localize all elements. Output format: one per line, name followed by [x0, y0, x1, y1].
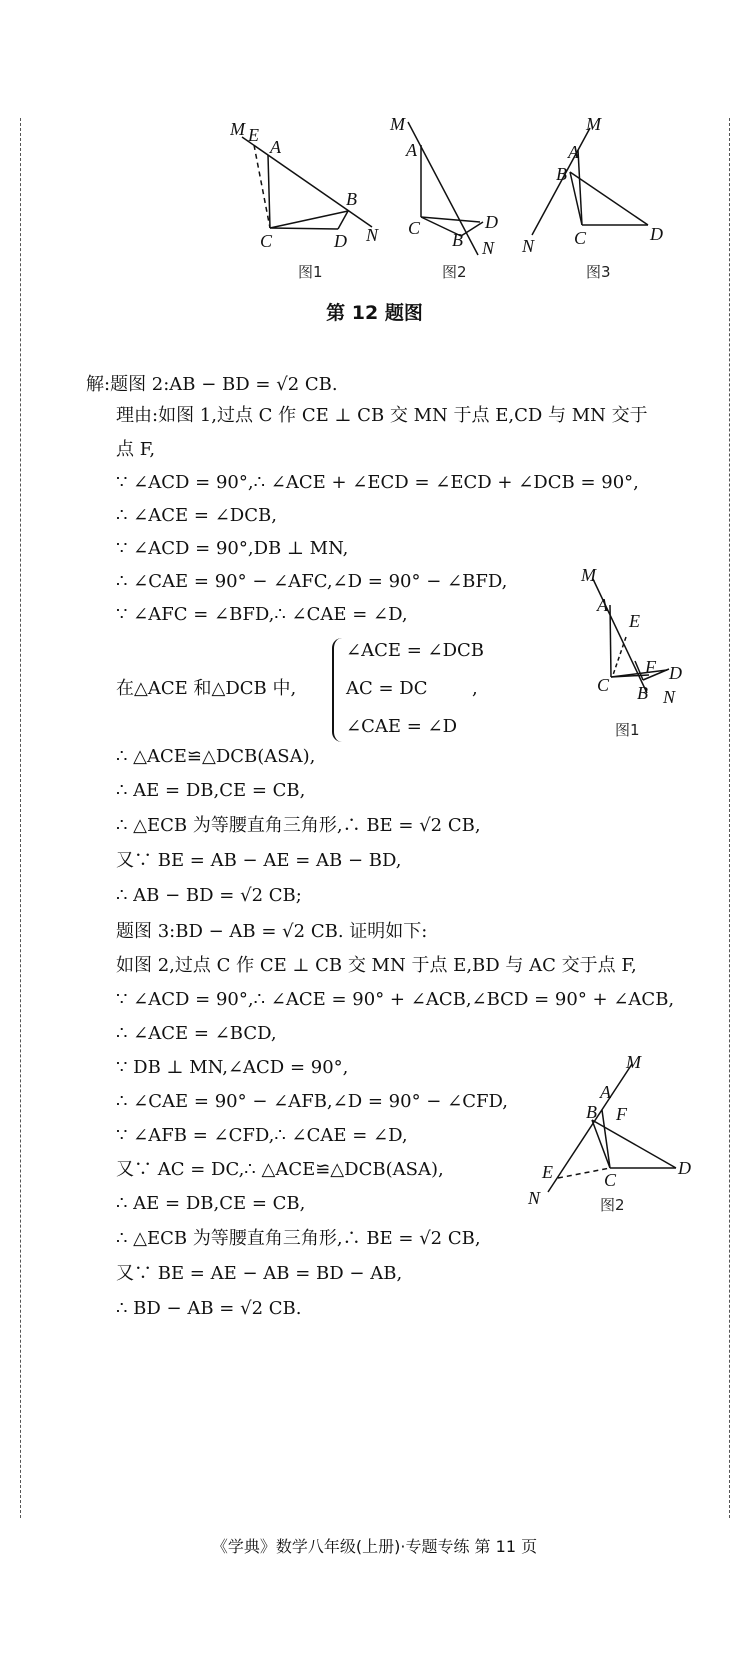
fig1-caption: 图1 — [298, 263, 323, 281]
fig2-label-N: N — [482, 238, 495, 258]
solution-line-8: ∵ ∠AFC = ∠BFD,∴ ∠CAE = ∠D, — [116, 604, 408, 625]
fig1-label-A: A — [270, 137, 281, 157]
top-figure-3 — [520, 110, 670, 290]
solution-line-10: ∴ △ACE≌△DCB(ASA), — [116, 746, 316, 767]
fig3-label-B: B — [556, 164, 567, 184]
solution-line-2: 理由:如图 1,过点 C 作 CE ⊥ CB 交 MN 于点 E,CD 与 MN 交于 — [116, 405, 648, 426]
equation-system — [332, 638, 532, 742]
side-fig1-label-A: A — [597, 595, 608, 615]
fig1-label-B: B — [346, 189, 357, 209]
solution-line-18: ∴ ∠ACE = ∠BCD, — [116, 1023, 277, 1044]
solution-line-7: ∴ ∠CAE = 90° − ∠AFC,∠D = 90° − ∠BFD, — [116, 571, 508, 592]
fig1-label-D: D — [334, 231, 347, 251]
side-fig1-label-E: E — [629, 611, 640, 631]
right-dashed-margin — [729, 118, 730, 1518]
solution-line-5: ∴ ∠ACE = ∠DCB, — [116, 505, 277, 526]
solution-line-12: ∴ △ECB 为等腰直角三角形,∴ BE = √2 CB, — [116, 815, 481, 836]
solution-line-4: ∵ ∠ACD = 90°,∴ ∠ACE + ∠ECD = ∠ECD + ∠DCB = 90°, — [116, 472, 639, 493]
side-fig2-label-D: D — [678, 1158, 691, 1178]
solution-line-20: ∴ ∠CAE = 90° − ∠AFB,∠D = 90° − ∠CFD, — [116, 1091, 508, 1112]
fig1-label-C: C — [260, 231, 273, 251]
system-row-3: ∠CAE = ∠D — [346, 716, 458, 737]
side-figure-1 — [575, 565, 715, 745]
side-fig1-caption: 图1 — [615, 721, 640, 739]
side-fig2-label-E: E — [542, 1162, 553, 1182]
fig2-caption: 图2 — [442, 263, 467, 281]
side-fig1-label-B: B — [637, 683, 648, 703]
solution-line-14: ∴ AB − BD = √2 CB; — [116, 885, 302, 906]
solution-line-9-suffix: , — [472, 678, 478, 699]
fig2-label-A: A — [406, 140, 417, 160]
system-brace — [332, 638, 342, 742]
side-fig2-label-C: C — [604, 1170, 617, 1190]
side-fig2-label-N: N — [528, 1188, 541, 1208]
fig2-label-M: M — [390, 114, 405, 134]
top-figure-2 — [388, 110, 513, 290]
fig2-label-B: B — [452, 230, 463, 250]
top-figure-1 — [230, 115, 390, 290]
side-figure-2 — [520, 1050, 695, 1220]
solution-line-26: ∴ BD − AB = √2 CB. — [116, 1298, 302, 1319]
side-fig2-caption: 图2 — [600, 1196, 625, 1214]
fig2-label-C: C — [408, 218, 421, 238]
solution-line-23: ∴ AE = DB,CE = CB, — [116, 1193, 306, 1214]
fig3-label-D: D — [650, 224, 663, 244]
fig1-label-M: M — [230, 119, 245, 139]
side-fig1-label-F: F — [645, 657, 656, 677]
solution-line-3: 点 F, — [116, 439, 156, 460]
side-fig1-label-C: C — [597, 675, 610, 695]
solution-line-19: ∵ DB ⊥ MN,∠ACD = 90°, — [116, 1057, 349, 1078]
solution-line-22: 又∵ AC = DC,∴ △ACE≌△DCB(ASA), — [116, 1159, 444, 1180]
fig1-label-E: E — [248, 125, 259, 145]
side-fig2-label-F: F — [616, 1104, 627, 1124]
fig3-label-A: A — [568, 142, 579, 162]
fig1-label-N: N — [366, 225, 379, 245]
page-footer: 《学典》数学八年级(上册)·专题专练 第 11 页 — [211, 1537, 538, 1556]
fig2-label-D: D — [485, 212, 498, 232]
solution-line-1: 解:题图 2:AB − BD = √2 CB. — [86, 374, 338, 395]
fig3-caption: 图3 — [586, 263, 611, 281]
solution-line-6: ∵ ∠ACD = 90°,DB ⊥ MN, — [116, 538, 349, 559]
side-fig1-label-N: N — [663, 687, 676, 707]
side-fig2-label-M: M — [626, 1052, 641, 1072]
fig3-label-M: M — [586, 114, 601, 134]
system-row-2: AC = DC — [346, 678, 428, 699]
side-fig1-label-D: D — [669, 663, 682, 683]
fig3-label-N: N — [522, 236, 535, 256]
left-dashed-margin — [20, 118, 21, 1518]
solution-line-16: 如图 2,过点 C 作 CE ⊥ CB 交 MN 于点 E,BD 与 AC 交于点 F, — [116, 955, 637, 976]
system-row-1: ∠ACE = ∠DCB — [346, 640, 485, 661]
side-fig2-label-B: B — [586, 1102, 597, 1122]
solution-line-24: ∴ △ECB 为等腰直角三角形,∴ BE = √2 CB, — [116, 1228, 481, 1249]
solution-line-17: ∵ ∠ACD = 90°,∴ ∠ACE = 90° + ∠ACB,∠BCD = 90° + ∠ACB, — [116, 989, 675, 1010]
fig3-label-C: C — [574, 228, 587, 248]
side-fig2-label-A: A — [600, 1082, 611, 1102]
solution-line-25: 又∵ BE = AE − AB = BD − AB, — [116, 1263, 403, 1284]
solution-line-13: 又∵ BE = AB − AE = AB − BD, — [116, 850, 402, 871]
side-fig1-label-M: M — [581, 565, 596, 585]
solution-line-9-prefix: 在△ACE 和△DCB 中, — [116, 678, 297, 699]
solution-line-15: 题图 3:BD − AB = √2 CB. 证明如下: — [116, 921, 428, 942]
figure-group-title: 第 12 题图 — [326, 302, 423, 324]
solution-line-21: ∵ ∠AFB = ∠CFD,∴ ∠CAE = ∠D, — [116, 1125, 408, 1146]
solution-line-11: ∴ AE = DB,CE = CB, — [116, 780, 306, 801]
